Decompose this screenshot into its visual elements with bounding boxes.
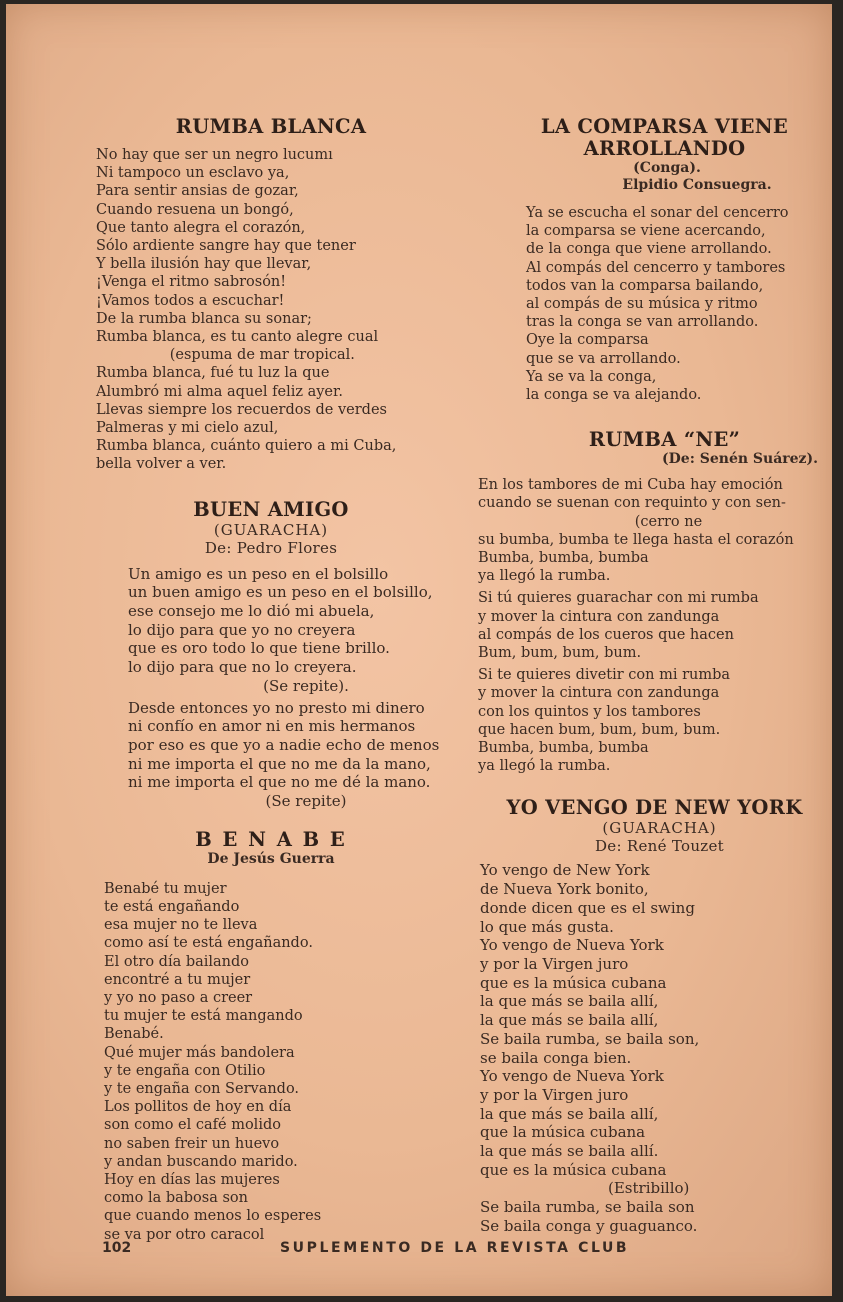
lyric-line: (espuma de mar tropical. [96, 347, 355, 364]
lyric-line: Se baila conga y guaguanco. [480, 1216, 698, 1235]
right-column [476, 116, 828, 1236]
lyric-line: tu mujer te está mangando [104, 1008, 303, 1025]
repeat-note: (Se repite) [265, 792, 347, 811]
song-title-line1: LA COMPARSA VIENE [540, 115, 789, 138]
page-number: 102 [102, 1240, 132, 1256]
lyric-line: que se va arrollando. [526, 350, 681, 367]
lyric-line: y te engaña con Servando. [104, 1081, 300, 1098]
lyric-line: Bumba, bumba, bumba [478, 740, 649, 757]
lyric-line: al compás de su música y ritmo [526, 296, 758, 313]
lyric-line: la que más se baila allí, [480, 1011, 659, 1030]
song-title: RUMBA “NE” [588, 428, 741, 452]
lyric-line: y te engaña con Otilio [104, 1062, 266, 1079]
publication-name: SUPLEMENTO DE LA REVISTA CLUB [280, 1240, 630, 1256]
chorus-label: (Estribillo) [608, 1179, 690, 1198]
magazine-page [6, 4, 832, 1296]
lyric-line: Un amigo es un peso en el bolsillo [128, 564, 389, 583]
lyric-line: de Nueva York bonito, [480, 880, 649, 899]
left-column [96, 116, 456, 1244]
song-author: De: Pedro Flores [204, 538, 338, 557]
song-author: De: René Touzet [594, 837, 725, 856]
song-lyrics [476, 666, 828, 775]
lyric-line: la que más se baila allí, [480, 992, 659, 1011]
lyric-line: como así te está engañando. [104, 935, 313, 952]
lyric-line: y mover la cintura con zandunga [478, 685, 720, 702]
lyric-line: Se baila rumba, se baila son, [480, 1029, 700, 1048]
lyric-line: ¡Vamos todos a escuchar! [96, 292, 285, 309]
lyric-line: No hay que ser un negro lucumı [96, 147, 333, 163]
lyric-line: y andan buscando marido. [104, 1153, 298, 1170]
lyric-line: de la conga que viene arrollando. [526, 241, 772, 258]
lyric-line: que hacen bum, bum, bum, bum. [478, 721, 721, 738]
song-genre: (Conga). [633, 160, 701, 176]
lyric-line: lo que más gusta. [480, 917, 614, 936]
song-title: YO VENGO DE NEW YORK [506, 796, 803, 820]
lyric-line: son como el café molido [104, 1117, 281, 1134]
lyric-line: Llevas siempre los recuerdos de verdes [96, 401, 387, 418]
lyric-line: Desde entonces yo no presto mi dinero [128, 698, 425, 717]
lyric-line: su bumba, bumba te llega hasta el corazón [478, 531, 794, 548]
lyric-line: encontré a tu mujer [104, 971, 251, 988]
lyric-line: que es la música cubana [480, 1160, 667, 1179]
song-lyrics [476, 861, 828, 1179]
lyric-line: que la música cubana [480, 1123, 646, 1142]
song-author: (De: Senén Suárez). [662, 451, 818, 468]
lyric-line: Y bella ilusión hay que llevar, [96, 256, 312, 273]
song-rumba-ne [476, 429, 828, 775]
lyric-line: ya llegó la rumba. [478, 758, 611, 775]
lyric-line: se baila conga bien. [480, 1048, 632, 1067]
song-author: Elpidio Consuegra. [622, 177, 772, 193]
lyric-line: como la babosa son [104, 1190, 248, 1207]
song-title-line2: ARROLLANDO [583, 137, 746, 160]
lyric-line: Rumba blanca, es tu canto alegre cual [96, 329, 379, 346]
lyric-line: Yo vengo de Nueva York [480, 936, 664, 955]
lyric-line: bella volver a ver. [96, 456, 227, 473]
song-title: RUMBA BLANCA [175, 115, 367, 138]
lyric-line: que es oro todo lo que tiene brillo. [128, 639, 390, 658]
lyric-line: Bum, bum, bum, bum. [478, 645, 642, 662]
song-lyrics [96, 146, 456, 474]
lyric-line: Los pollitos de hoy en día [104, 1099, 292, 1116]
lyric-line: cuando se suenan con requinto y con sen- [478, 495, 786, 512]
lyric-line: esa mujer no te lleva [104, 917, 258, 934]
song-la-comparsa [476, 116, 828, 404]
lyric-line: que es la música cubana [480, 973, 667, 992]
lyric-line: ya llegó la rumba. [478, 568, 611, 585]
lyric-line: Que tanto alegra el corazón, [96, 219, 306, 236]
lyric-line: y mover la cintura con zandunga [478, 608, 720, 625]
lyric-line: ni me importa el que no me da la mano, [128, 754, 431, 773]
lyric-line: Si te quieres divetir con mi rumba [478, 667, 731, 684]
lyric-line: lo dijo para que no lo creyera. [128, 658, 357, 677]
lyric-line: Ya se va la conga, [526, 368, 657, 385]
lyric-line: Rumba blanca, cuánto quiero a mi Cuba, [96, 438, 397, 455]
lyric-line: un buen amigo es un peso en el bolsillo, [128, 583, 433, 602]
song-yo-vengo-de-new-york [476, 797, 828, 1235]
lyric-line: ni me importa el que no me dé la mano. [128, 773, 431, 792]
lyric-line: la que más se baila allí, [480, 1104, 659, 1123]
lyric-line: te está engañando [104, 899, 240, 915]
lyric-line: donde dicen que es el swing [480, 898, 695, 917]
lyric-line: Qué mujer más bandolera [104, 1044, 295, 1061]
song-title: B E N A B E [195, 827, 347, 851]
lyric-line: Palmeras y mi cielo azul, [96, 420, 279, 437]
lyric-line: se va por otro caracol [104, 1226, 265, 1243]
song-lyrics [476, 204, 828, 404]
lyric-line: lo dijo para que yo no creyera [128, 620, 356, 639]
lyric-line: y por la Virgen juro [480, 1085, 629, 1104]
repeat-note: (Se repite). [263, 676, 349, 695]
lyric-line: ¡Venga el ritmo sabrosón! [96, 274, 287, 291]
song-title: BUEN AMIGO [193, 497, 349, 521]
lyric-line: ese consejo me lo dió mi abuela, [128, 602, 375, 621]
song-rumba-blanca [96, 116, 456, 474]
song-lyrics [476, 589, 828, 662]
song-benabe [96, 829, 456, 1244]
lyric-line: Benabé. [104, 1026, 164, 1043]
lyric-line: Yo vengo de New York [480, 861, 650, 880]
lyric-line: Alumbró mi alma aquel feliz ayer. [96, 383, 343, 400]
lyric-line: todos van la comparsa bailando, [526, 277, 764, 294]
lyric-line: Benabé tu mujer [104, 880, 227, 897]
lyric-line: Se baila rumba, se baila son [480, 1198, 695, 1217]
lyric-line: Hoy en días las mujeres [104, 1172, 280, 1189]
lyric-line: Ya se escucha el sonar del cencerro [526, 205, 789, 221]
lyric-line: Al compás del cencerro y tambores [526, 259, 786, 276]
lyric-line: En los tambores de mi Cuba hay emoción [478, 477, 783, 494]
lyric-line: la conga se va alejando. [526, 387, 702, 404]
lyric-line: la que más se baila allí. [480, 1142, 659, 1161]
lyric-line: Si tú quieres guarachar con mi rumba [478, 590, 759, 607]
song-author: De Jesús Guerra [207, 850, 335, 867]
lyric-line: Sólo ardiente sangre hay que tener [96, 238, 356, 255]
song-genre: (GUARACHA) [602, 819, 717, 838]
song-lyrics [96, 880, 456, 1244]
lyric-line: Cuando resuena un bongó, [96, 201, 294, 218]
lyric-line: ni confío en amor ni en mis hermanos [128, 717, 416, 736]
lyric-line: al compás de los cueros que hacen [478, 626, 734, 643]
lyric-line: Rumba blanca, fué tu luz la que [96, 365, 330, 382]
lyric-line: y por la Virgen juro [480, 955, 629, 973]
lyric-line: Ni tampoco un esclavo ya, [96, 165, 290, 182]
lyric-line: tras la conga se van arrollando. [526, 314, 759, 331]
song-genre: (GUARACHA) [213, 520, 329, 539]
lyric-line: (cerro ne [478, 513, 703, 530]
song-buen-amigo [96, 499, 456, 811]
song-lyrics [96, 699, 456, 793]
lyric-line: y yo no paso a creer [104, 990, 253, 1007]
lyric-line: con los quintos y los tambores [478, 703, 701, 720]
lyric-line: que cuando menos lo esperes [104, 1208, 322, 1225]
lyric-line: El otro día bailando [104, 953, 250, 970]
song-lyrics [476, 1198, 828, 1235]
lyric-line: Para sentir ansias de gozar, [96, 183, 299, 200]
lyric-line: Yo vengo de Nueva York [480, 1067, 664, 1086]
lyric-line: no saben freir un huevo [104, 1135, 280, 1152]
lyric-line: De la rumba blanca su sonar; [96, 310, 312, 327]
lyric-line: la comparsa se viene acercando, [526, 223, 766, 240]
song-lyrics [96, 565, 456, 677]
lyric-line: por eso es que yo a nadie echo de menos [128, 735, 440, 754]
lyric-line: Oye la comparsa [526, 332, 649, 349]
song-lyrics [476, 476, 828, 585]
lyric-line: Bumba, bumba, bumba [478, 550, 649, 567]
